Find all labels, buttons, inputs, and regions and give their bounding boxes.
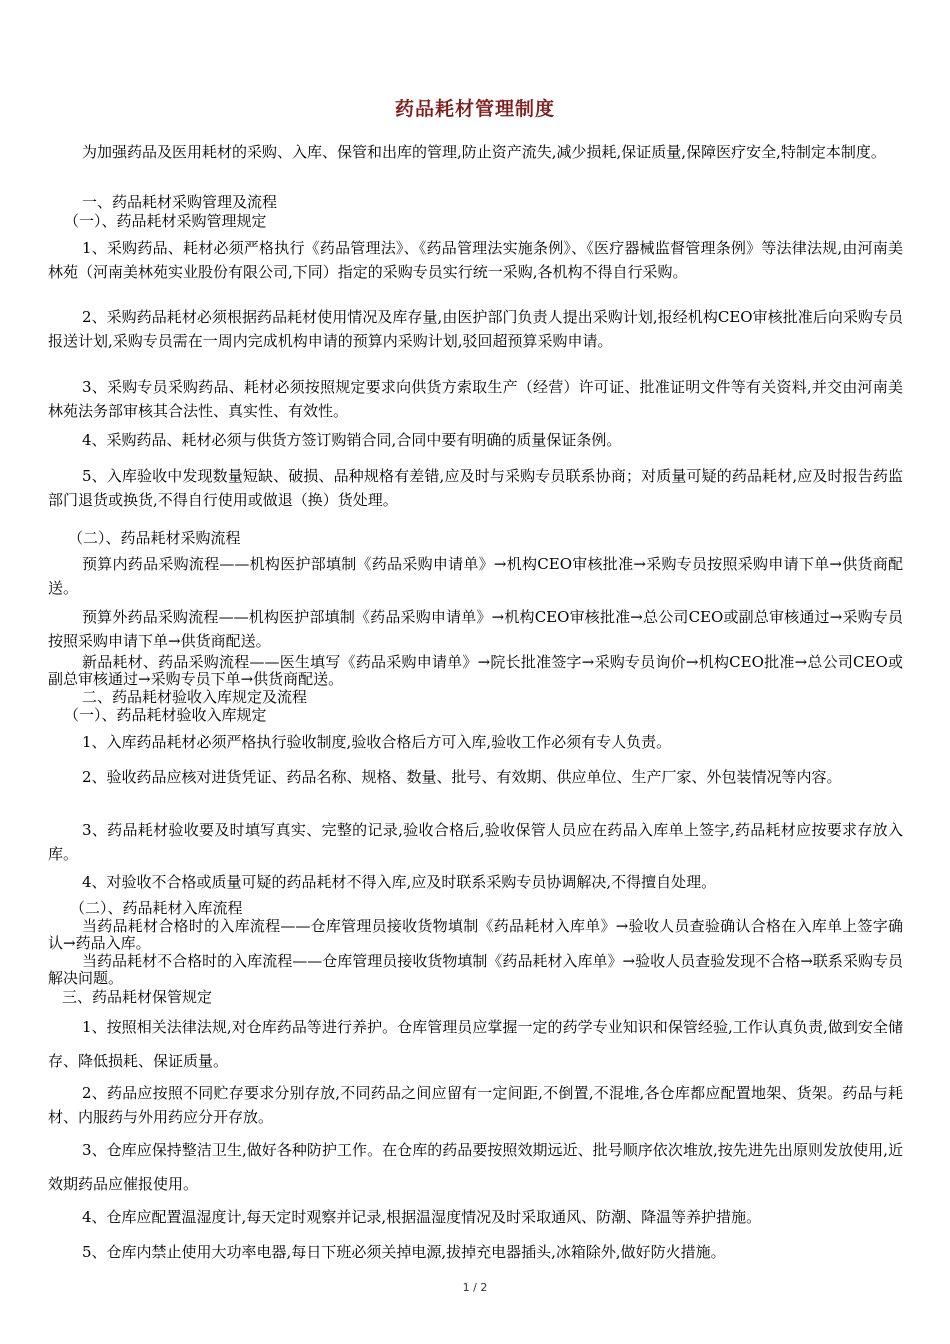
section3-item-1: 1、按照相关法律法规,对仓库药品等进行养护。仓库管理员应掌握一定的药学专业知识和保管经验,工作认真负责,做到安全储存、降低损耗、保证质量。 <box>48 1018 903 1070</box>
page-number: 1 / 2 <box>462 1281 488 1294</box>
section1-heading: 一、药品耗材采购管理及流程 <box>82 193 278 211</box>
section2-sub1-item-3: 3、药品耗材验收要及时填写真实、完整的记录,验收合格后,验收保管人员应在药品入库单上签字,药品耗材应按要求存放入库。 <box>48 821 903 863</box>
section1-sub1-item-1: 1、采购药品、耗材必须严格执行《药品管理法》、《药品管理法实施条例》、《医疗器械监督管理条例》等法律法规,由河南美林苑（河南美林苑实业股份有限公司,下同）指定的采购专员实行统一采购,各机构不得自行采购。 <box>48 239 903 281</box>
section3-heading: 三、药品耗材保管规定 <box>62 988 213 1006</box>
section1-sub1-item-5: 5、入库验收中发现数量短缺、破损、品种规格有差错,应及时与采购专员联系协商；对质量可疑的药品耗材,应及时报告药监部门退货或换货,不得自行使用或做退（换）货处理。 <box>48 467 903 509</box>
section1-sub1-item-4: 4、采购药品、耗材必须与供货方签订购销合同,合同中要有明确的质量保证条例。 <box>82 431 622 449</box>
section3-item-4: 4、仓库应配置温湿度计,每天定时观察并记录,根据温湿度情况及时采取通风、防潮、降温等养护措施。 <box>82 1208 762 1226</box>
section2-sub2-item-1: 当药品耗材合格时的入库流程——仓库管理员接收货物填制《药品耗材入库单》→验收人员查验确认合格在入库单上签字确认→药品入库。 <box>48 917 903 952</box>
section3-item-3: 3、仓库应保持整洁卫生,做好各种防护工作。在仓库的药品要按照效期远近、批号顺序依次堆放,按先进先出原则发放使用,近效期药品应催报使用。 <box>48 1141 903 1193</box>
section1-sub2-item-3: 新品耗材、药品采购流程——医生填写《药品采购申请单》→院长批准签字→采购专员询价→机构CEO批准→总公司CEO或副总审核通过→采购专员下单→供货商配送。 <box>48 653 903 688</box>
section1-sub2-heading: （二）、药品耗材采购流程 <box>68 529 241 547</box>
section1-sub2-item-1: 预算内药品采购流程——机构医护部填制《药品采购申请单》→机构CEO审核批准→采购专员按照采购申请下单→供货商配送。 <box>48 555 903 597</box>
section2-sub1-item-1: 1、入库药品耗材必须严格执行验收制度,验收合格后方可入库,验收工作必须有专人负责。 <box>82 733 672 751</box>
section2-sub1-item-4: 4、对验收不合格或质量可疑的药品耗材不得入库,应及时联系采购专员协调解决,不得擅自处理。 <box>82 873 717 891</box>
section1-sub1-item-2: 2、采购药品耗材必须根据药品耗材使用情况及库存量,由医护部门负责人提出采购计划,报经机构CEO审核批准后向采购专员报送计划,采购专员需在一周内完成机构申请的预算内采购计划,驳回超预算采购申请。 <box>48 308 903 350</box>
section2-sub2-item-2: 当药品耗材不合格时的入库流程——仓库管理员接收货物填制《药品耗材入库单》→验收人员查验发现不合格→联系采购专员解决问题。 <box>48 952 903 987</box>
document-title: 药品耗材管理制度 <box>394 98 555 120</box>
section2-sub1-item-2: 2、验收药品应核对进货凭证、药品名称、规格、数量、批号、有效期、供应单位、生产厂家、外包装情况等内容。 <box>82 768 842 786</box>
section1-sub2-item-2: 预算外药品采购流程——机构医护部填制《药品采购申请单》→机构CEO审核批准→总公司CEO或副总审核通过→采购专员按照采购申请下单→供货商配送。 <box>48 608 903 650</box>
section3-item-5: 5、仓库内禁止使用大功率电器,每日下班必须关掉电源,拔掉充电器插头,冰箱除外,做好防火措施。 <box>82 1243 726 1261</box>
intro-paragraph: 为加强药品及医用耗材的采购、入库、保管和出库的管理,防止资产流失,减少损耗,保证质量,保障医疗安全,特制定本制度。 <box>82 143 886 161</box>
section1-sub1-heading: （一）、药品耗材采购管理规定 <box>64 212 267 230</box>
section2-sub2-heading: （二）、药品耗材入库流程 <box>70 899 243 917</box>
section2-heading: 二、药品耗材验收入库规定及流程 <box>82 688 308 706</box>
section3-item-2: 2、药品应按照不同贮存要求分别存放,不同药品之间应留有一定间距,不倒置,不混堆,各仓库都应配置地架、货架。药品与耗材、内服药与外用药应分开存放。 <box>48 1084 903 1126</box>
section2-sub1-heading: （一）、药品耗材验收入库规定 <box>64 706 267 724</box>
section1-sub1-item-3: 3、采购专员采购药品、耗材必须按照规定要求向供货方索取生产（经营）许可证、批准证明文件等有关资料,并交由河南美林苑法务部审核其合法性、真实性、有效性。 <box>48 378 903 420</box>
